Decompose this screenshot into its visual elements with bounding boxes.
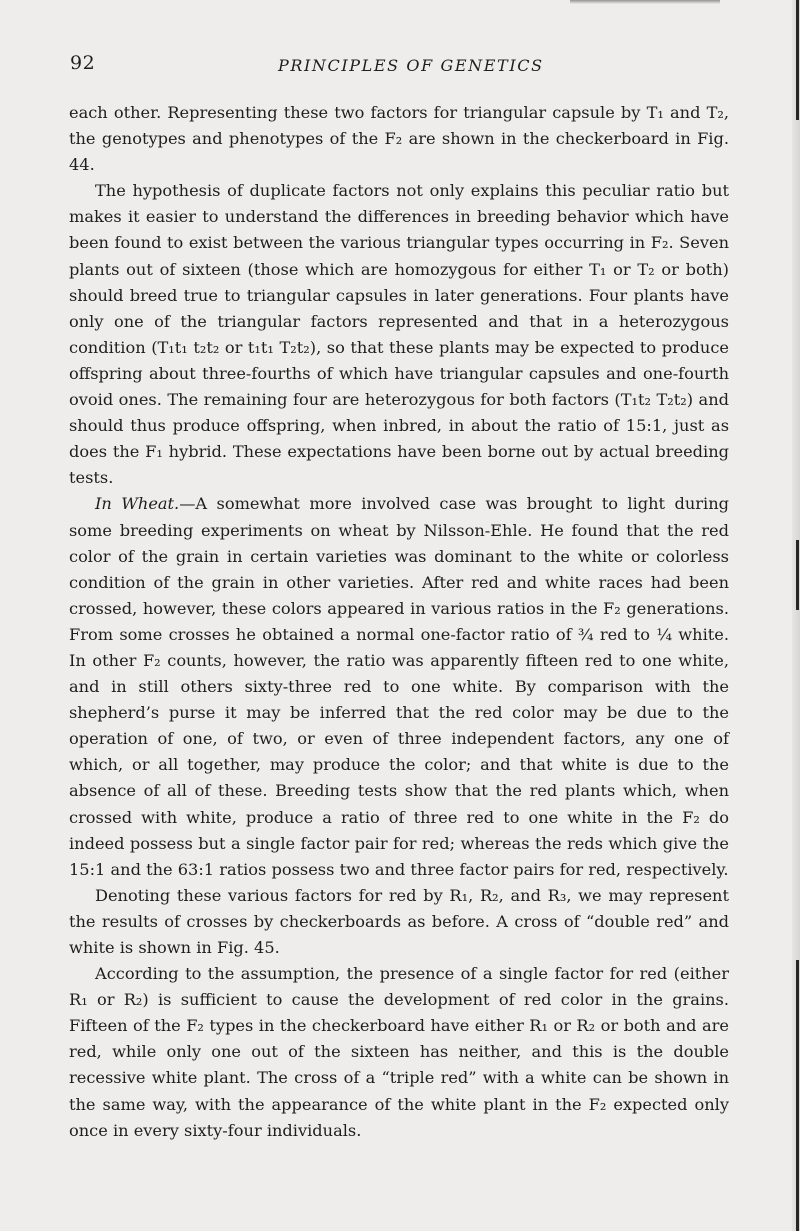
page-header	[70, 52, 730, 82]
paragraph-2: The hypothesis of duplicate factors not only explains this peculiar ratio but makes it easier to understand the differences in breeding behavior which have been found to exist between the various triangular types occurring in F₂. Seven plants out of sixteen (those which are homozygous for either T₁ or T₂ or both) should breed true to triangular capsules in later generations. Four plants have only one of the triangular factors represented and that in a heterozygous condition (T₁t₁ t₂t₂ or t₁t₁ T₂t₂), so that these plants may be expected to produce offspring about three-fourths of which have triangular capsules and one-fourth ovoid ones. The remaining four are heterozygous for both factors (T₁t₂ T₂t₂) and should thus produce offspring, when inbred, in about the ratio of 15:1, just as does the F₁ hybrid. These expectations have been borne out by actual breeding tests.	[69, 181, 729, 488]
paragraph-1: each other. Representing these two factors for triangular capsule by T₁ and T₂, the genotypes and phenotypes of the F₂ are shown in the checkerboard in Fig. 44.	[69, 103, 729, 175]
section-lead-in: In Wheat.	[95, 494, 180, 514]
paragraph-3-text: —A somewhat more involved case was brought to light during some breeding experiments on wheat by Nilsson-Ehle. He found that the red color of the grain in certain varieties was dominant to the white or colorless condition of the grain in other varieties. After red and white races had been crossed, however, these colors appeared in various ratios in the F₂ generations. From some crosses he obtained a normal one-factor ratio of ¾ red to ¼ white. In other F₂ counts, however, the ratio was apparently fifteen red to one white, and in still others sixty-three red to one white. By comparison with the shepherd’s purse it may be inferred that the red color may be due to the operation of one, of two, or even of three independent factors, any one of which, or all together, may produce the color; and that white is due to the absence of all of these. Breeding tests show that the red plants which, when crossed with white, produce a ratio of three red to one white in the F₂ do indeed possess but a single factor pair for red; whereas the reds which give the 15:1 and the 63:1 ratios possess two and three factor pairs for red, respectively.	[69, 494, 729, 879]
body-text	[69, 100, 729, 1144]
paragraph-3	[69, 491, 729, 882]
page-edge-shadow-bottom	[796, 960, 799, 1231]
page-edge-shadow-middle	[796, 540, 799, 610]
scan-smudge	[570, 0, 720, 4]
paragraph-5: According to the assumption, the presence of a single factor for red (either R₁ or R₂) is sufficient to cause the development of red color in the grains. Fifteen of the F₂ types in the checkerboard have either R₁ or R₂ or both and are red, while only one out of the sixteen has neither, and this is the double recessive white plant. The cross of a “triple red” with a white can be shown in the same way, with the appearance of the white plant in the F₂ expected only once in every sixty-four individuals.	[69, 964, 729, 1140]
paragraph-4: Denoting these various factors for red by R₁, R₂, and R₃, we may represent the results of crosses by checkerboards as before. A cross of “double red” and white is shown in Fig. 45.	[69, 885, 729, 957]
page-edge-shadow-top	[796, 0, 799, 120]
running-head: PRINCIPLES OF GENETICS	[278, 56, 544, 75]
page-number: 92	[70, 52, 96, 74]
page-edge	[792, 0, 800, 1231]
